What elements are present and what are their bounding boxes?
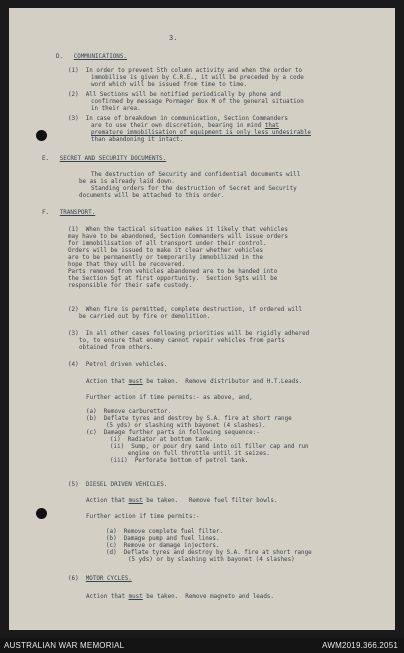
document-page [9, 8, 395, 630]
text-line: Further action if time permits:- as above, and, [86, 395, 253, 401]
text-line: may have to be abandoned, Section Commanders will issue orders [68, 234, 288, 240]
punch-hole [36, 130, 47, 141]
text-line: (5 yds) or by slashing with bayonet (4 slashes) [128, 557, 295, 563]
text-line: (b) Deflate tyres and destroy by S.A. fire at short range [86, 416, 292, 422]
text-line: E. SECRET AND SECURITY DOCUMENTS. [42, 156, 167, 162]
text-line: (5) DIESEL DRIVEN VEHICLES. [68, 482, 168, 488]
text-line: the Section Sgt at first opportunity. Section Sgts will be [68, 276, 278, 282]
text-line: (c) Remove or damage injectors. [106, 543, 220, 549]
text-line: The destruction of Security and confidential documents will [91, 172, 301, 178]
text-line: are to use their own discretion, bearing in mind that [91, 123, 279, 129]
text-line: (1) In order to prevent 5th column activity and when the order to [68, 68, 303, 74]
text-line: word which will be issued from time to time. [91, 82, 248, 88]
page-number: 3. [169, 34, 178, 42]
text-line: Action that must be taken. Remove fuel filter bowls. [86, 498, 278, 504]
text-line: (c) Damage further parts in following sequence:- [86, 430, 260, 436]
text-line: hope that they will be recovered. [68, 262, 186, 268]
text-line: documents will be attached to this order. [79, 193, 225, 199]
text-line: be carried out by fire or demolition. [79, 314, 211, 320]
text-line: Action that must be taken. Remove magneto and leads. [86, 594, 274, 600]
text-line: Orders will be issued to make it clear whether vehicles [68, 248, 264, 254]
text-line: be as is already laid down. [79, 179, 175, 185]
footer-bar [0, 638, 404, 653]
text-line: Standing orders for the destruction of Secret and Security [91, 186, 297, 192]
text-line: (4) Petrol driven vehicles. [68, 362, 168, 368]
text-line: are to be permanently or temporarily immobilized in the [68, 255, 264, 261]
text-line: engine on full throttle until it seizes. [128, 451, 270, 457]
text-line: Further action if time permits:- [86, 514, 200, 520]
text-line: than abandoning it intact. [91, 137, 184, 143]
text-line: in their area. [91, 106, 141, 112]
text-line: (1) When the tactical situation makes it likely that vehicles [68, 227, 288, 233]
text-line: responsible for their safe custody. [68, 283, 193, 289]
text-line: (3) In case of breakdown in communication, Section Commanders [68, 116, 288, 122]
text-line: obtained from others. [79, 345, 154, 351]
text-line: Action that must be taken. Remove distributor and H.T.Leads. [86, 379, 303, 385]
text-line: (d) Deflate tyres and destroy by S.A. fire at short range [106, 550, 312, 556]
punch-hole [36, 508, 47, 519]
text-line: (a) Remove carburettor. [86, 409, 172, 415]
text-line: immobilise is given by C.R.E., it will be preceded by a code [91, 75, 304, 81]
text-line: (i) Radiator at bottom tank. [110, 437, 213, 443]
text-line: (ii) Sump, or pour dry sand into oil filler cap and run [110, 444, 309, 450]
text-line: D. COMMUNICATIONS. [56, 54, 127, 60]
text-line: for immobilisation of all transport under their control. [68, 241, 267, 247]
footer-accession-number: AWM2019.366.2051 [322, 641, 398, 650]
text-line: (a) Remove complete fuel filter. [106, 529, 224, 535]
text-line: F. TRANSPORT. [42, 210, 96, 216]
text-line: (3) In all other cases following priorities will be rigidly adhered [68, 331, 310, 337]
text-line: to, to ensure that enemy cannot repair vehicles from parts [79, 338, 285, 344]
text-line: confirmed by message Pormager Box M of the general situation [91, 99, 304, 105]
text-line: Parts removed from vehicles abandoned are to be handed into [68, 269, 278, 275]
text-line: (2) All Sections will be notified periodically by phone and [68, 92, 281, 98]
footer-credit: AUSTRALIAN WAR MEMORIAL [4, 641, 125, 650]
text-line: (2) When fire is permitted, complete destruction, if ordered will [68, 307, 303, 313]
text-line: (5 yds) or slashing with bayonet (4 slashes). [106, 423, 266, 429]
text-line: (b) Damage pump and fuel lines. [106, 536, 220, 542]
text-line: premature immobilisation of equipment is only less undesirable [91, 130, 311, 136]
text-line: (6) MOTOR CYCLES. [68, 576, 132, 582]
text-line: (iii) Perforate bottom of petrol tank. [110, 458, 249, 464]
